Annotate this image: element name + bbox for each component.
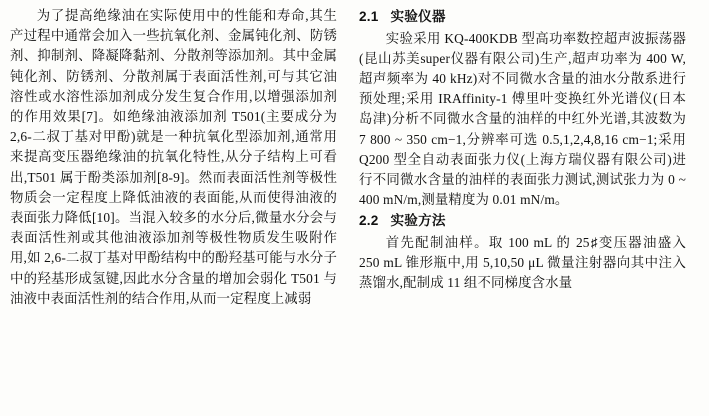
section-number: 2.2 — [359, 213, 379, 229]
section-number: 2.1 — [359, 9, 379, 24]
section-title: 实验方法 — [390, 213, 446, 229]
two-column-layout — [10, 6, 699, 412]
section-heading-2-1 — [359, 7, 686, 28]
paragraph-body: 实验采用 KQ-400KDB 型高功率数控超声波振荡器(昆山苏美super仪器有限公司)生产,超声功率为 400 W,超声频率为 40 kHz)对不同微水含量的油水分散系进行预处理;采用 IRAffinity-1 傅里叶变换红外光谱仪(日本岛津)分析不同微水含量的油样的中红外光谱,其波数为 7 800 ~ 350 cm−1,分辨率可选 0.5,1,2,4,8,16 cm−1;采用 Q200 型全自动表面张力仪(上海方瑞仪器有限公司)进行不同微水含量的油样的表面张力测试,测试张力为 0 ~ 400 mN/m,测量精度为 0.01 mN/m。 — [359, 30, 686, 208]
left-text-column — [10, 6, 337, 412]
right-text-column — [359, 6, 686, 412]
section-title: 实验仪器 — [390, 9, 446, 24]
paragraph-body: 为了提高绝缘油在实际使用中的性能和寿命,其生产过程中通常会加入一些抗氧化剂、金属钝化剂、防锈剂、抑制剂、降凝降黏剂、分散剂等添加剂。其中金属钝化剂、防锈剂、分散剂属于表面活性剂,可与其它油溶性或水溶性添加剂成分发生复合作用,以增强添加剂的作用效果[7]。如绝缘油液添加剂 T501(主要成分为 2,6-二叔丁基对甲酚)就是一种抗氧化型添加剂,通常用来提高变压器绝缘油的抗氧化特性,从分子结构上可看出,T501 属于酚类添加剂[8-9]。然而表面活性剂等极性物质会一定程度上降低油液的表面能,从而使得油液的表面张力降低[10]。当混入较多的水分后,微量水分会与表面活性剂或其他油液添加剂等极性物质发生吸附作用,如 2,6-二叔丁基对甲酚结构中的酚羟基可能与水分子中的羟基形成氢键,因此水分含量的增加会弱化 T501 与油液中表面活性剂的结合作用,从而一定程度上减弱 — [10, 8, 337, 306]
paragraph-body: 首先配制油样。取 100 mL 的 25♯变压器油盛入 250 mL 锥形瓶中,用 5,10,50 μL 微量注射器向其中注入蒸馏水,配制成 11 组不同梯度含水量 — [359, 234, 686, 291]
section-heading-2-2 — [359, 211, 686, 232]
